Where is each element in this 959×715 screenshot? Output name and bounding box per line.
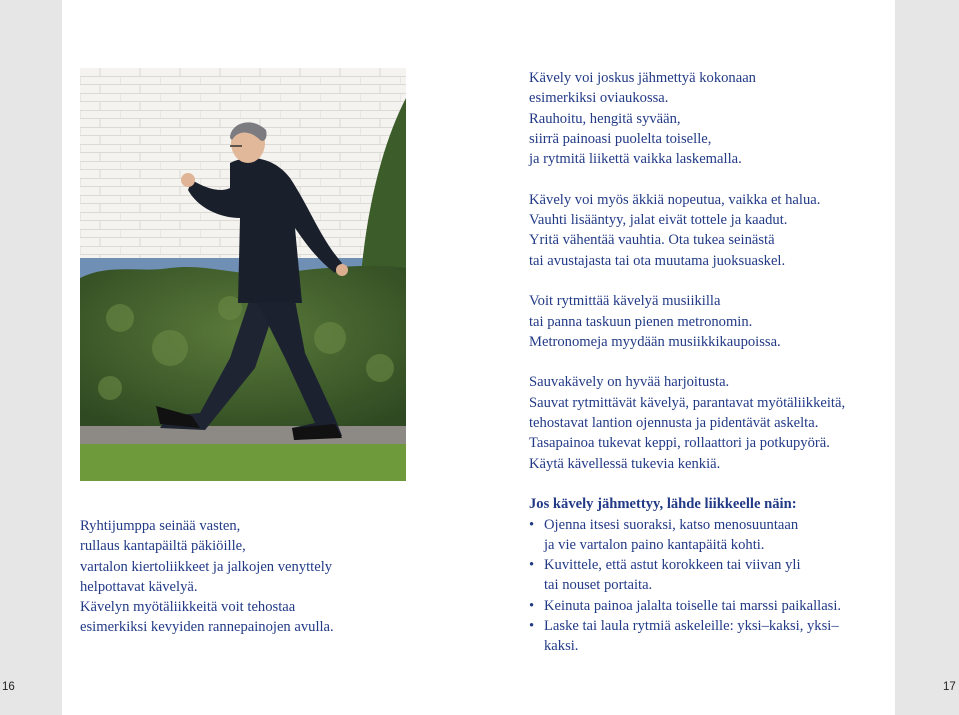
text-line: ja rytmitä liikettä vaikka laskemalla. [529,151,742,168]
bullet-line: tai nouset portaita. [544,577,653,594]
page-number-right: 17 [943,681,956,693]
caption-line: Kävelyn myötäliikkeitä voit tehostaa [80,599,296,616]
text-line: Sauvakävely on hyvää harjoitusta. [529,374,730,391]
caption-line: rullaus kantapäiltä päkiöille, [80,538,246,555]
text-line: Tasapainoa tukevat keppi, rollaattori ja potkupyörä. [529,435,830,452]
bullet-line: ja vie vartalon paino kantapäitä kohti. [544,536,765,553]
caption-line: vartalon kiertoliikkeet ja jalkojen venyttely [80,558,333,575]
walking-man-photo [80,68,406,481]
caption-line: helpottavat kävelyä. [80,578,198,595]
bullet-line: Laske tai laula rytmiä askeleille: yksi–kaksi, yksi– [544,618,839,635]
caption-line: esimerkiksi kevyiden rannepainojen avulla. [80,619,334,636]
text-line: siirrä painoasi puolelta toiselle, [529,130,712,147]
text-line: tai panna taskuun pienen metronomin. [529,313,753,330]
text-line: Metronomeja myydään musiikkikaupoissa. [529,333,781,350]
paragraph-freezing [529,68,889,169]
paragraph-music [529,291,889,352]
text-line: Vauhti lisääntyy, jalat eivät tottele ja kaadut. [529,212,788,229]
text-line: Yritä vähentää vauhtia. Ota tukea seinästä [529,232,775,249]
body-text [529,68,889,657]
bullet-line: Keinuta painoa jalalta toiselle tai marssi paikallasi. [544,597,842,614]
bullet-item [529,555,889,596]
bullet-marker: • [529,557,535,574]
caption-line: Ryhtijumppa seinää vasten, [80,518,241,534]
text-line: Voit rytmittää kävelyä musiikilla [529,293,721,310]
text-line: Sauvat rytmittävät kävelyä, parantavat myötäliikkeitä, [529,394,846,411]
bullet-item [529,616,889,657]
text-line: Kävely voi myös äkkiä nopeutua, vaikka et halua. [529,191,821,208]
bullet-marker: • [529,516,535,533]
bullet-line: Ojenna itsesi suoraksi, katso menosuuntaan [544,516,799,533]
paragraph-poles [529,372,889,473]
bullet-line: Kuvittele, että astut korokkeen tai viivan yli [544,557,801,574]
photo-caption [80,516,400,638]
paragraph-speeding [529,190,889,271]
text-line: esimerkiksi oviaukossa. [529,90,669,107]
bullet-line: kaksi. [544,638,579,655]
text-line: Kävely voi joskus jähmettyä kokonaan [529,70,756,86]
text-line: Rauhoitu, hengitä syvään, [529,110,681,127]
text-line: tai avustajasta tai ota muutama juoksuaskel. [529,252,786,269]
text-line: tehostavat lantion ojennusta ja pidentävät askelta. [529,415,819,432]
bullet-marker: • [529,618,535,635]
bullet-item [529,515,889,556]
text-line: Käytä kävellessä tukevia kenkiä. [529,455,721,472]
page-number-left: 16 [2,681,15,693]
bullet-marker: • [529,597,535,614]
bullet-item [529,596,889,616]
section-heading: Jos kävely jähmettyy, lähde liikkeelle näin: [529,496,797,513]
